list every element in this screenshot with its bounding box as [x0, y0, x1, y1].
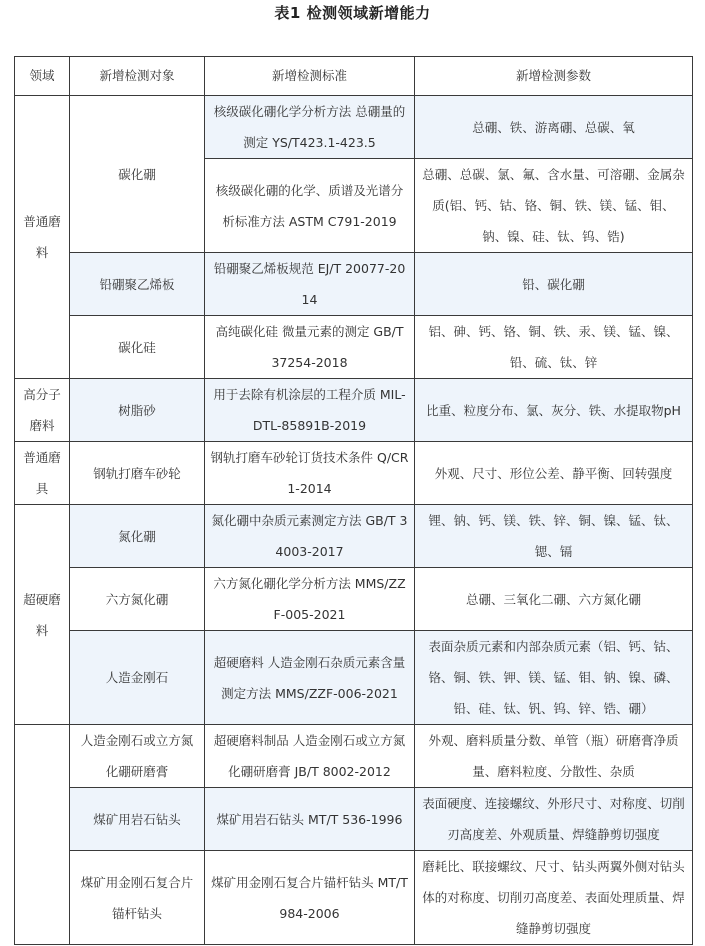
object-cell: 铅硼聚乙烯板 — [70, 253, 205, 316]
object-cell: 钢轨打磨车砂轮 — [70, 442, 205, 505]
header-row — [15, 57, 693, 96]
params-cell: 总硼、铁、游离硼、总碳、氧 — [415, 96, 693, 159]
domain-cell: 普通磨具 — [15, 442, 70, 505]
params-cell: 比重、粒度分布、氯、灰分、铁、水提取物pH — [415, 379, 693, 442]
standard-cell: 核级碳化硼化学分析方法 总硼量的测定 YS/T423.1-423.5 — [205, 96, 415, 159]
params-cell: 锂、钠、钙、镁、铁、锌、铜、镍、锰、钛、锶、镉 — [415, 505, 693, 568]
standard-cell: 超硬磨料 人造金刚石杂质元素含量测定方法 MMS/ZZF-006-2021 — [205, 631, 415, 725]
table-row — [15, 379, 693, 442]
params-cell: 铝、砷、钙、铬、铜、铁、汞、镁、锰、镍、铅、硫、钛、锌 — [415, 316, 693, 379]
standard-cell: 高纯碳化硅 微量元素的测定 GB/T 37254-2018 — [205, 316, 415, 379]
params-cell: 总硼、总碳、氯、氟、含水量、可溶硼、金属杂质(铝、钙、钴、铬、铜、铁、镁、锰、钼、钠、镍、硅、钛、钨、锆) — [415, 159, 693, 253]
domain-cell: 超硬磨料 — [15, 505, 70, 725]
domain-cell: 普通磨料 — [15, 96, 70, 379]
table-row — [15, 788, 693, 851]
header-domain: 领域 — [15, 57, 70, 96]
table-row — [15, 505, 693, 568]
header-object: 新增检测对象 — [70, 57, 205, 96]
standard-cell: 六方氮化硼化学分析方法 MMS/ZZF-005-2021 — [205, 568, 415, 631]
object-cell: 人造金刚石 — [70, 631, 205, 725]
object-cell: 煤矿用岩石钻头 — [70, 788, 205, 851]
standard-cell: 煤矿用金刚石复合片锚杆钻头 MT/T 984-2006 — [205, 851, 415, 945]
object-cell: 氮化硼 — [70, 505, 205, 568]
table-row — [15, 631, 693, 725]
params-cell: 表面杂质元素和内部杂质元素（铝、钙、钴、铬、铜、铁、钾、镁、锰、钼、钠、镍、磷、铅、硅、钛、钒、钨、锌、锆、硼） — [415, 631, 693, 725]
domain-cell — [15, 725, 70, 945]
object-cell: 碳化硼 — [70, 96, 205, 253]
standard-cell: 超硬磨料制品 人造金刚石或立方氮化硼研磨膏 JB/T 8002-2012 — [205, 725, 415, 788]
params-cell: 铅、碳化硼 — [415, 253, 693, 316]
standard-cell: 用于去除有机涂层的工程介质 MIL-DTL-85891B-2019 — [205, 379, 415, 442]
object-cell: 六方氮化硼 — [70, 568, 205, 631]
params-cell: 外观、磨料质量分数、单管（瓶）研磨膏净质量、磨料粒度、分散性、杂质 — [415, 725, 693, 788]
params-cell: 表面硬度、连接螺纹、外形尺寸、对称度、切削刃高度差、外观质量、焊缝静剪切强度 — [415, 788, 693, 851]
params-cell: 磨耗比、联接螺纹、尺寸、钻头两翼外侧对钻头体的对称度、切削刃高度差、表面处理质量、焊缝静剪切强度 — [415, 851, 693, 945]
object-cell: 碳化硅 — [70, 316, 205, 379]
standard-cell: 煤矿用岩石钻头 MT/T 536-1996 — [205, 788, 415, 851]
header-params: 新增检测参数 — [415, 57, 693, 96]
table-row — [15, 96, 693, 159]
standard-cell: 核级碳化硼的化学、质谱及光谱分析标准方法 ASTM C791-2019 — [205, 159, 415, 253]
standard-cell: 钢轨打磨车砂轮订货技术条件 Q/CR 1-2014 — [205, 442, 415, 505]
params-cell: 总硼、三氧化二硼、六方氮化硼 — [415, 568, 693, 631]
table-row — [15, 725, 693, 788]
table-row — [15, 316, 693, 379]
capability-table — [14, 56, 693, 945]
standard-cell: 氮化硼中杂质元素测定方法 GB/T 34003-2017 — [205, 505, 415, 568]
standard-cell: 铅硼聚乙烯板规范 EJ/T 20077-2014 — [205, 253, 415, 316]
object-cell: 煤矿用金刚石复合片锚杆钻头 — [70, 851, 205, 945]
object-cell: 树脂砂 — [70, 379, 205, 442]
table-row — [15, 568, 693, 631]
header-standard: 新增检测标准 — [205, 57, 415, 96]
table-row — [15, 851, 693, 945]
object-cell: 人造金刚石或立方氮化硼研磨膏 — [70, 725, 205, 788]
domain-cell: 高分子磨料 — [15, 379, 70, 442]
params-cell: 外观、尺寸、形位公差、静平衡、回转强度 — [415, 442, 693, 505]
table-row — [15, 442, 693, 505]
table-row — [15, 253, 693, 316]
table-title: 表1 检测领域新增能力 — [274, 4, 431, 22]
